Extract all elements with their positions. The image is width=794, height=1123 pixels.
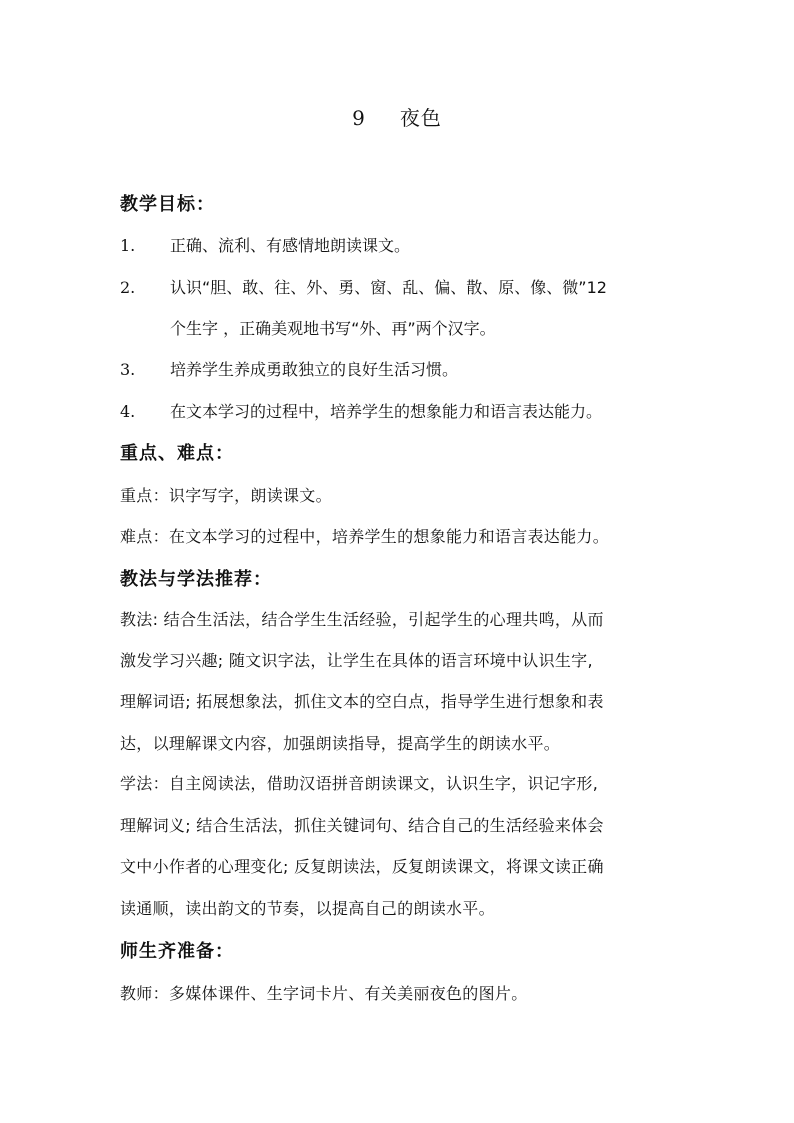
section-heading-methods: 教法与学法推荐：: [120, 569, 272, 590]
difficult-point-line: 难点：在文本学习的过程中，培养学生的想象能力和语言表达能力。: [120, 527, 610, 546]
goal-item-4: [120, 399, 602, 422]
lesson-title-text: 夜色: [399, 106, 442, 130]
goal-number: 1.: [120, 236, 136, 255]
goal-text: 在文本学习的过程中，培养学生的想象能力和语言表达能力。: [170, 402, 603, 421]
goal-item-2: [120, 275, 607, 298]
goal-text: 培养学生养成勇敢独立的良好生活习惯。: [170, 360, 459, 379]
teaching-method-line: 激发学习兴趣; 随文识字法，让学生在具体的语言环境中认识生字,: [120, 651, 593, 670]
preparation-line: 教师：多媒体课件、生字词卡片、有关美丽夜色的图片。: [120, 984, 528, 1003]
teaching-method-line: 教法: 结合生活法，结合学生生活经验，引起学生的心理共鸣，从而: [120, 610, 604, 629]
learning-method-line: 读通顺，读出韵文的节奏，以提高自己的朗读水平。: [120, 899, 495, 918]
section-heading-preparation: 师生齐准备：: [120, 941, 234, 962]
section-heading-goals: 教学目标：: [120, 194, 215, 215]
teaching-method-line: 达，以理解课文内容，加强朗读指导，提高学生的朗读水平。: [120, 734, 561, 753]
goal-number: 4.: [120, 402, 136, 421]
goal-item-1: [120, 233, 410, 256]
learning-method-line: 理解词义; 结合生活法，抓住关键词句、结合自己的生活经验来体会: [120, 816, 604, 835]
learning-method-line: 文中小作者的心理变化; 反复朗读法，反复朗读课文，将课文读正确: [120, 857, 604, 876]
goal-text: 正确、流利、有感情地朗读课文。: [170, 236, 411, 255]
goal-number: 3.: [120, 360, 136, 379]
lesson-title: [0, 102, 794, 131]
goal-item-3: [120, 357, 458, 380]
section-heading-key-points: 重点、难点：: [120, 443, 234, 464]
learning-method-line: 学法：自主阅读法，借助汉语拼音朗读课文，认识生字，识记字形,: [120, 774, 599, 793]
lesson-number: 9: [352, 106, 366, 130]
goal-text: 认识“胆、敢、往、外、勇、窗、乱、偏、散、原、像、微”12: [170, 278, 607, 297]
teaching-method-line: 理解词语; 拓展想象法，抓住文本的空白点，指导学生进行想象和表: [120, 692, 604, 711]
key-point-line: 重点：识字写字，朗读课文。: [120, 486, 332, 505]
goal-number: 2.: [120, 278, 136, 297]
goal-item-2-continuation: 个生字 ，正确美观地书写“外、再”两个汉字。: [170, 319, 496, 338]
